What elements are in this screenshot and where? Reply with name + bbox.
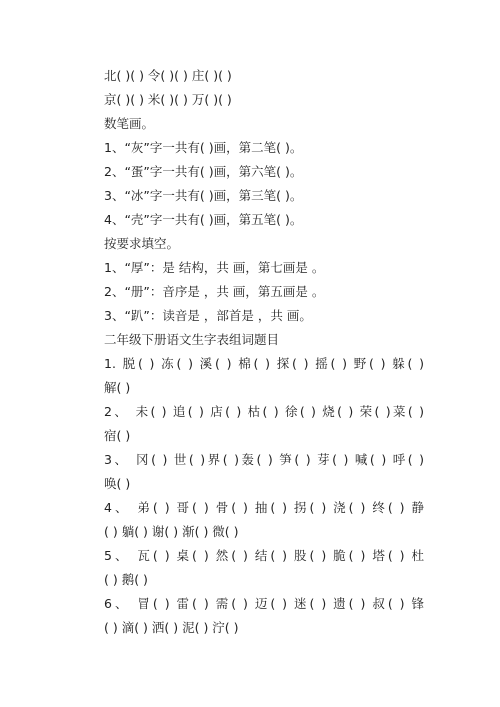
word-group-row-5: 5、 瓦( ) 桌( ) 然( ) 结( ) 股( ) 脆( ) 塔( ) 杜	[104, 548, 424, 563]
fill-question-3: 3、“趴”：读音是 ，部首是 ，共 画。	[104, 308, 312, 323]
section-heading-fill-blanks: 按要求填空。	[104, 236, 180, 251]
word-group-row-4: 4、 弟( ) 哥( ) 骨( ) 抽( ) 拐( ) 浇( ) 终( ) 静	[104, 500, 424, 515]
word-group-row-2: 2、 未( ) 追( ) 店( ) 枯( ) 徐( ) 烧( ) 荣( )菜( )	[104, 404, 424, 419]
stroke-question-2: 2、“蛋”字一共有( )画，第六笔( )。	[104, 164, 303, 179]
word-group-row-3: 3、 冈( ) 世( )界( )轰( ) 笋( ) 芽( ) 喊( ) 呼( )	[104, 452, 424, 467]
word-group-row-4-cont: ( ) 躺( ) 谢( ) 渐( ) 微( )	[104, 524, 239, 539]
fill-question-1: 1、“厚”：是 结构，共 画，第七画是 。	[104, 260, 325, 275]
word-group-row-3-cont: 唤( )	[104, 476, 131, 491]
word-group-row-1: 1. 脱( ) 冻( ) 溪( ) 棉( ) 探( ) 摇( ) 野( ) 躲( )	[104, 356, 424, 371]
stroke-question-4: 4、“壳”字一共有( )画，第五笔( )。	[104, 212, 303, 227]
word-group-row-6: 6、 冒( ) 雷( ) 需( ) 迈( ) 迷( ) 遗( ) 叔( ) 锋	[104, 596, 424, 611]
text-line-1: 北( )( ) 令( )( ) 庄( )( )	[104, 68, 232, 83]
word-group-row-6-cont: ( ) 滴( ) 洒( ) 泥( ) 泞( )	[104, 620, 239, 635]
stroke-question-3: 3、“冰”字一共有( )画，第三笔( )。	[104, 188, 303, 203]
text-line-2: 京( )( ) 米( )( ) 万( )( )	[104, 92, 232, 107]
section-heading-word-groups: 二年级下册语文生字表组词题目	[104, 332, 280, 347]
word-group-row-2-cont: 宿( )	[104, 428, 131, 443]
word-group-row-5-cont: ( ) 鹅( )	[104, 572, 148, 587]
stroke-question-1: 1、“灰”字一共有( )画，第二笔( )。	[104, 140, 303, 155]
word-group-row-1-cont: 解( )	[104, 380, 131, 395]
section-heading-count-strokes: 数笔画。	[104, 116, 155, 131]
fill-question-2: 2、“册”：音序是 ，共 画，第五画是 。	[104, 284, 325, 299]
